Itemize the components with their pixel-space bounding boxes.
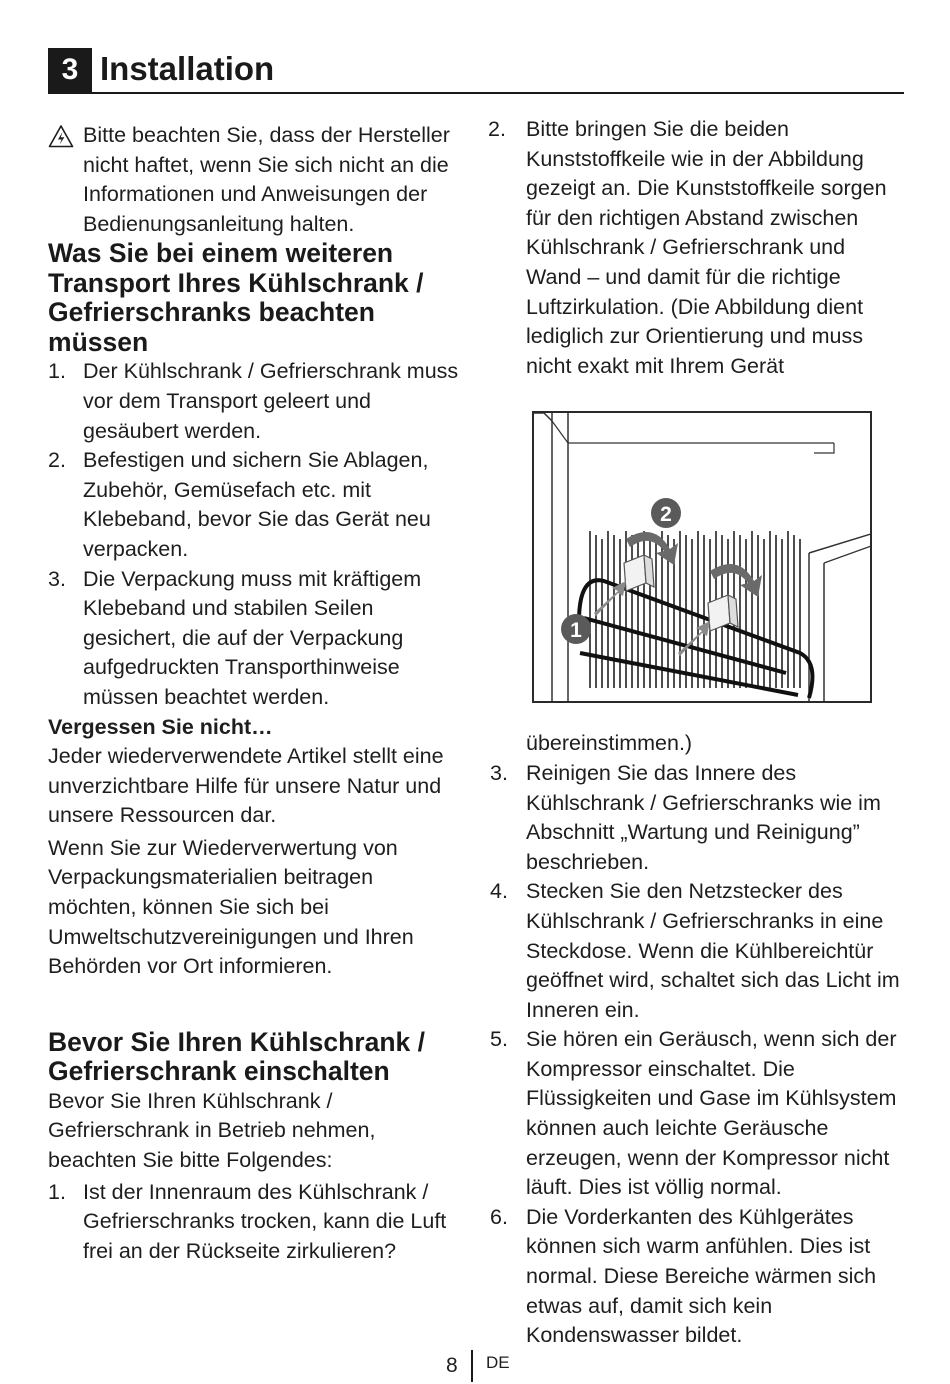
list-item: 4. Stecken Sie den Netzstecker des Kühlschrank / Gefrierschranks in eine Steckdose. Wenn die Kühlbereichtür geöffnet wird, schaltet sich das Licht im Inneren ein.: [490, 879, 900, 1022]
fridge-back-illustration: [534, 413, 872, 703]
page-divider: [471, 1350, 473, 1382]
list-item: 3. Reinigen Sie das Innere des Kühlschrank / Gefrierschranks wie im Abschnitt „Wartung und Reinigung” beschrieben.: [490, 760, 881, 874]
forget-paragraph-1: Jeder wiederverwendete Artikel stellt eine unverzichtbare Hilfe für unsere Natur und unsere Ressourcen dar.: [48, 744, 444, 828]
list-item: 6. Die Vorderkanten des Kühlgerätes können sich warm anfühlen. Dies ist normal. Diese Bereiche wärmen sich etwas auf, damit sich kein Kondenswasser bildet.: [490, 1204, 877, 1348]
wedge-installation-figure: [532, 411, 872, 703]
transport-list: [48, 357, 460, 712]
before-intro: Bevor Sie Ihren Kühlschrank / Gefrierschrank in Betrieb nehmen, beachten Sie bitte Folgendes:: [48, 1088, 376, 1173]
page-language: DE: [486, 1353, 510, 1372]
setup-list-part1: [488, 115, 904, 381]
before-list: [48, 1178, 460, 1267]
chapter-number: 3: [48, 48, 92, 92]
figure-label-2: 2: [660, 503, 672, 527]
right-column: [488, 115, 904, 1351]
figure-label-1: 1: [570, 619, 582, 643]
item2-continuation: übereinstimmen.): [526, 731, 693, 756]
forget-heading: Vergessen Sie nicht…: [48, 714, 273, 739]
setup-list-part2: [488, 759, 904, 1351]
list-item: 2. Befestigen und sichern Sie Ablagen, Zubehör, Gemüsefach etc. mit Klebeband, bevor Sie das Gerät neu verpacken.: [48, 448, 431, 561]
page-number: 8: [446, 1354, 458, 1377]
transport-heading: Was Sie bei einem weiteren Transport Ihres Kühlschrank / Gefrierschranks beachten müssen: [48, 238, 424, 357]
list-item: 2. Bitte bringen Sie die beiden Kunststoffkeile wie in der Abbildung gezeigt an. Die Kunststoffkeile sorgen für den richtigen Abstand zwischen Kühlschrank / Gefrierschrank und Wand – und damit für die richtige Luftzirkulation. (Die Abbildung dient lediglich zur Orientierung und muss nicht exakt mit Ihrem Gerät: [488, 117, 887, 378]
list-item: 5. Sie hören ein Geräusch, wenn sich der Kompressor einschaltet. Die Flüssigkeiten und Gase im Kühlsystem können auch leichte Geräusche erzeugen, wenn der Kompressor nicht läuft. Dies ist völlig normal.: [490, 1027, 897, 1200]
left-column: [48, 121, 460, 1266]
list-item: 3. Die Verpackung muss mit kräftigem Klebeband und stabilen Seilen gesichert, die auf der Verpackung aufgedruckten Transporthinweise müssen beachtet werden.: [48, 566, 422, 709]
warning-text: Bitte beachten Sie, dass der Hersteller nicht haftet, wenn Sie sich nicht an die Informationen und Anweisungen der Bedienungsanleitung halten.: [83, 123, 450, 236]
before-heading: Bevor Sie Ihren Kühlschrank / Gefrierschrank einschalten: [48, 1026, 426, 1087]
chapter-header: [48, 48, 904, 94]
chapter-title: Installation: [100, 50, 275, 87]
forget-paragraph-2: Wenn Sie zur Wiederverwertung von Verpackungsmaterialien beitragen möchten, können Sie sich bei Umweltschutzvereinigungen und Ihren Behörden vor Ort informieren.: [48, 835, 414, 979]
list-item: 1. Ist der Innenraum des Kühlschrank / Gefrierschranks trocken, kann die Luft frei an der Rückseite zirkulieren?: [48, 1179, 447, 1263]
warning-icon: [48, 124, 74, 148]
list-item: 1. Der Kühlschrank / Gefrierschrank muss vor dem Transport geleert und gesäubert werden.: [48, 359, 459, 443]
warning-note: [48, 121, 460, 239]
